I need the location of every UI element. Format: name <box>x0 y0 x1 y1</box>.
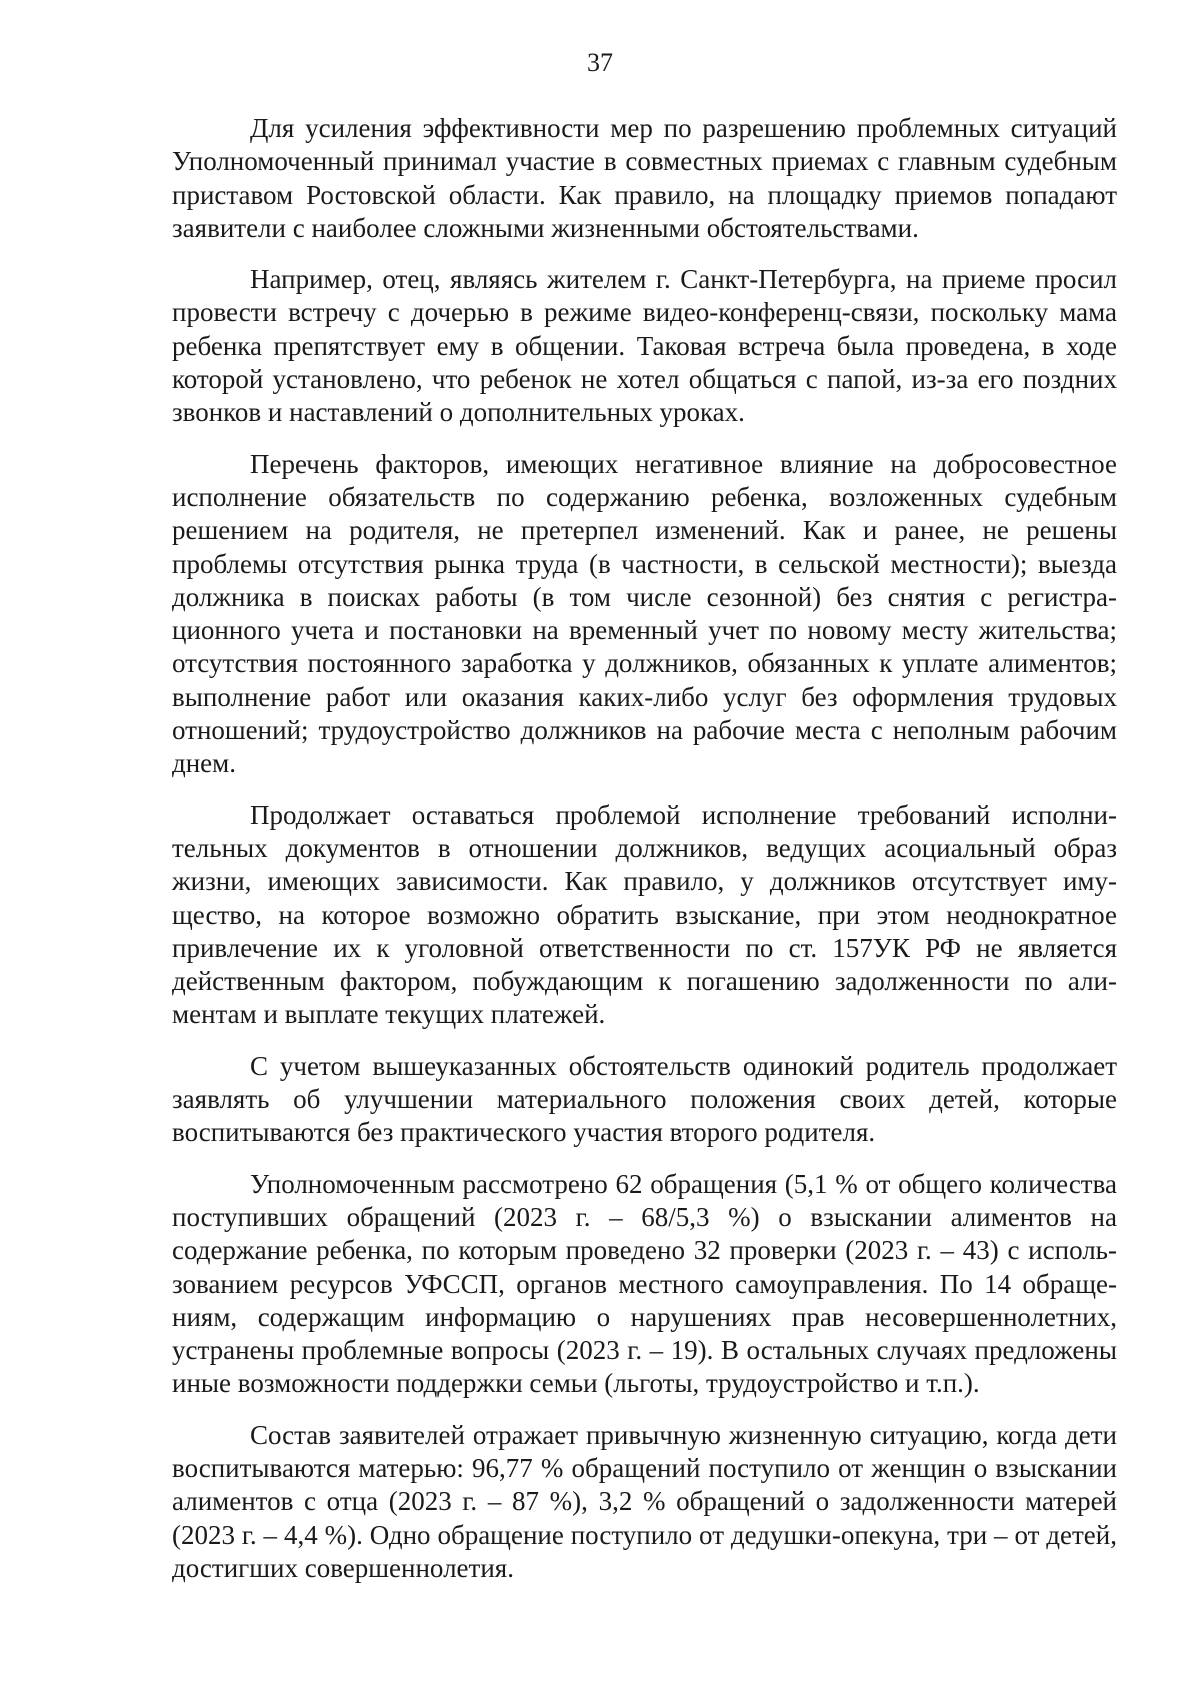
paragraph-negative-factors: Перечень факторов, имеющих негативное влияние на добросовестное исполнение обязательств по содержанию ребенка, возложенных судебным решением на родителя, не претерпел изменений. Как и ранее, не решены проблемы отсутствия рынка труда (в частности, в сельской местности); выезда должника в поисках работы (в том числе сезонной) без снятия с регистрационного учета и постановки на временный учет по новому месту жительства; отсутствия постоянного заработка у должников, обязанных к уплате алиментов; выполнение работ или оказания каких-либо услуг без оформления трудовых отношений; трудоустройство должников на рабочие места с неполным рабочим днем. <box>172 448 1117 779</box>
paragraph-applicants-composition: Состав заявителей отражает привычную жизненную ситуацию, когда дети воспитываются матерью: 96,77 % обращений поступило от женщин о взыскании алиментов с отца (2023 г. – 87 %), 3,2 % обращений о задолженности матерей (2023 г. – 4,4 %). Одно обращение поступило от дедушки-опекуна, три – от детей, достигших совершеннолетия. <box>172 1419 1117 1583</box>
paragraph-single-parent: С учетом вышеуказанных обстоятельств одинокий родитель продолжает заявлять об улучшении материального положения своих детей, которые воспитываются без практического участия второго родителя. <box>172 1050 1117 1148</box>
paragraph-statistics-appeals: Уполномоченным рассмотрено 62 обращения (5,1 % от общего количества поступивших обращений (2023 г. – 68/5,3 %) о взыскании алиментов на содержание ребенка, по которым проведено 32 проверки (2023 г. – 43) с использованием ресурсов УФССП, органов местного самоуправления. По 14 обращениям, содержащим информацию о нарушениях прав несовершеннолетних, устранены проблемные вопросы (2023 г. – 19). В остальных случаях предложены иные возможности поддержки семьи (льготы, трудоустройство и т.п.). <box>172 1168 1117 1399</box>
document-body <box>172 112 1117 1603</box>
paragraph-example-video-meeting: Например, отец, являясь жителем г. Санкт-Петербурга, на приеме просил провести встречу с дочерью в режиме видео-конференц-связи, поскольку мама ребенка препятствует ему в общении. Таковая встреча была проведена, в ходе которой установлено, что ребенок не хотел общаться с папой, из-за его поздних звонков и наставлений о дополнительных уроках. <box>172 264 1117 428</box>
page-number: 37 <box>587 48 613 77</box>
paragraph-joint-receptions: Для усиления эффективности мер по разрешению проблемных ситуаций Уполномоченный принимал участие в совместных приемах с главным судебным приставом Ростовской области. Как правило, на площадку приемов попадают заявители с наиболее сложными жизненными обстоятельствами. <box>172 113 1117 243</box>
paragraph-asocial-debtors: Продолжает оставаться проблемой исполнение требований исполнительных документов в отношении должников, ведущих асоциальный образ жизни, имеющих зависимости. Как правило, у должников отсутствует имущество, на которое возможно обратить взыскание, при этом неоднократное привлечение их к уголовной ответственности по ст. 157УК РФ не является действенным фактором, побуждающим к погашению задолженности по алиментам и выплате текущих платежей. <box>172 799 1117 1030</box>
